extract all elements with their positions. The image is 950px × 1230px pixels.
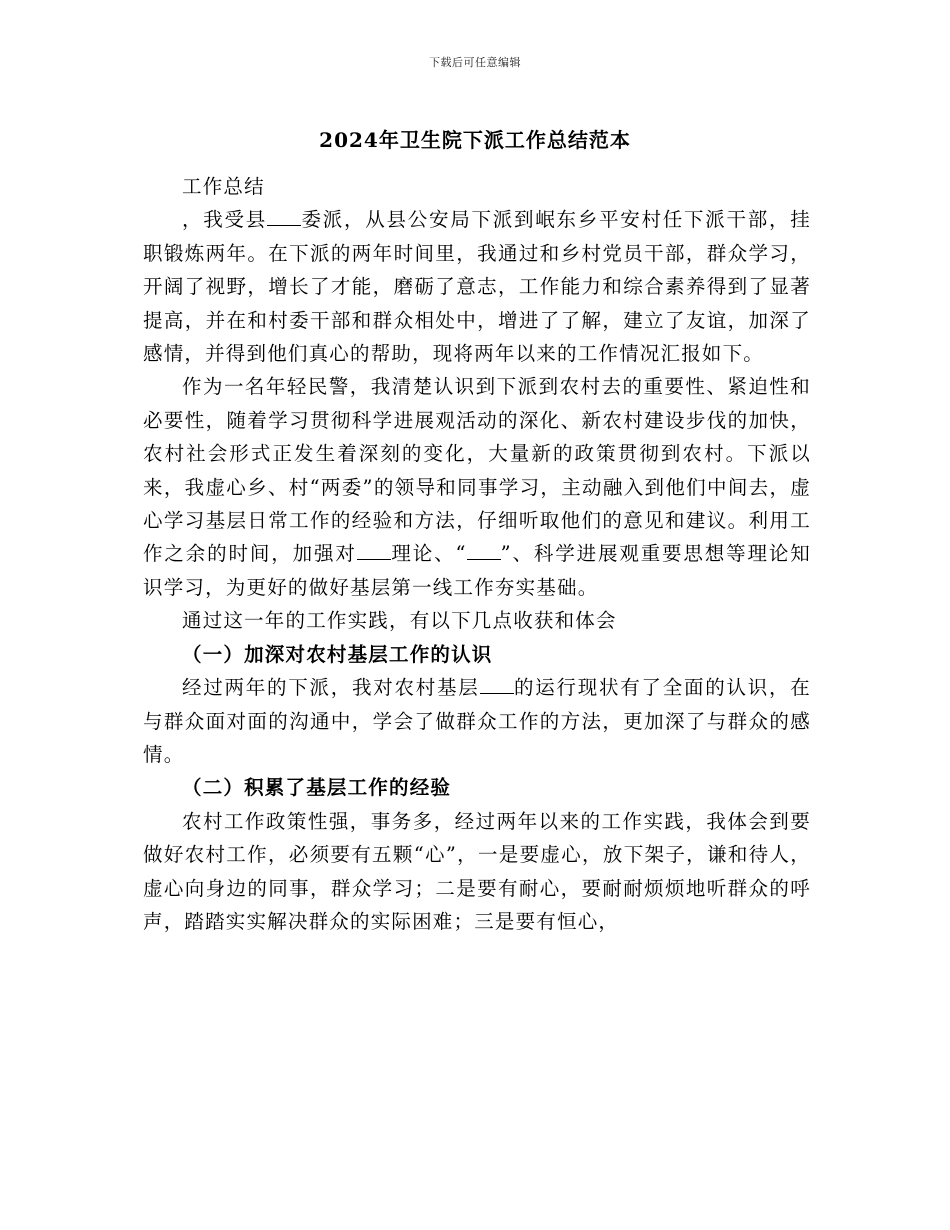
- paragraph-heading-label: 工作总结: [182, 175, 265, 198]
- fill-blank: [267, 207, 301, 226]
- section-heading-2: （二）积累了基层工作的经验: [182, 776, 452, 800]
- paragraph-intro-part-a: ，我受县: [182, 208, 267, 232]
- paragraph-intro-part-b: 委派，从县公安局下派到岷东乡平安村任下派干部，挂职锻炼两年。在下派的两年时间里，我通过和乡村党员干部，群众学习，开阔了视野，增长了才能，磨砺了意志，工作能力和综合素养得到了显著提高，并在和村委干部和群众相处中，增进了了解，建立了友谊，加深了感情，并得到他们真心的帮助，现将两年以来的工作情况汇报如下。: [143, 208, 811, 366]
- paragraph-section-1-part-b: 的运行现状有了全面的认识，在与群众面对面的沟通中，学会了做群众工作的方法，更加深了与群众的感情。: [143, 676, 811, 766]
- document-body: [143, 170, 811, 938]
- paragraph-study-part-a: 作为一名年轻民警，我清楚认识到下派到农村去的重要性、紧迫性和必要性，随着学习贯彻科学进展观活动的深化、新农村建设步伐的加快，农村社会形式正发生着深刻的变化，大量新的政策贯彻到农村。下派以来，我虚心乡、村“两委”的领导和同事学习，主动融入到他们中间去，虚心学习基层日常工作的经验和方法，仔细听取他们的意见和建议。利用工作之余的时间，加强对: [143, 375, 811, 566]
- paragraph-section-2: 农村工作政策性强，事务多，经过两年以来的工作实践，我体会到要做好农村工作，必须要有五颗“心”，一是要虚心，放下架子，谦和待人，虚心向身边的同事，群众学习；二是要有耐心，要耐耐烦烦地听群众的呼声，踏踏实实解决群众的实际困难；三是要有恒心，: [143, 809, 811, 933]
- paragraph-section-1: [143, 671, 811, 771]
- page-header: 下载后可任意编辑: [429, 56, 521, 69]
- document-title: 2024年卫生院下派工作总结范本: [319, 128, 631, 152]
- paragraph-study-part-c: ”、科学进展观重要思想等理论知识学习，为更好的做好基层第一线工作夯实基础。: [143, 542, 811, 599]
- paragraph-intro: [143, 203, 811, 370]
- paragraph-study: [143, 370, 811, 604]
- section-heading-1: （一）加深对农村基层工作的认识: [182, 642, 493, 666]
- paragraph-section-1-part-a: 经过两年的下派，我对农村基层: [182, 676, 480, 700]
- paragraph-study-part-b: 理论、“: [390, 542, 467, 566]
- fill-blank: [467, 541, 501, 560]
- paragraph-summary-lead: 通过这一年的工作实践，有以下几点收获和体会: [182, 609, 617, 633]
- fill-blank: [480, 675, 514, 694]
- fill-blank: [357, 541, 391, 560]
